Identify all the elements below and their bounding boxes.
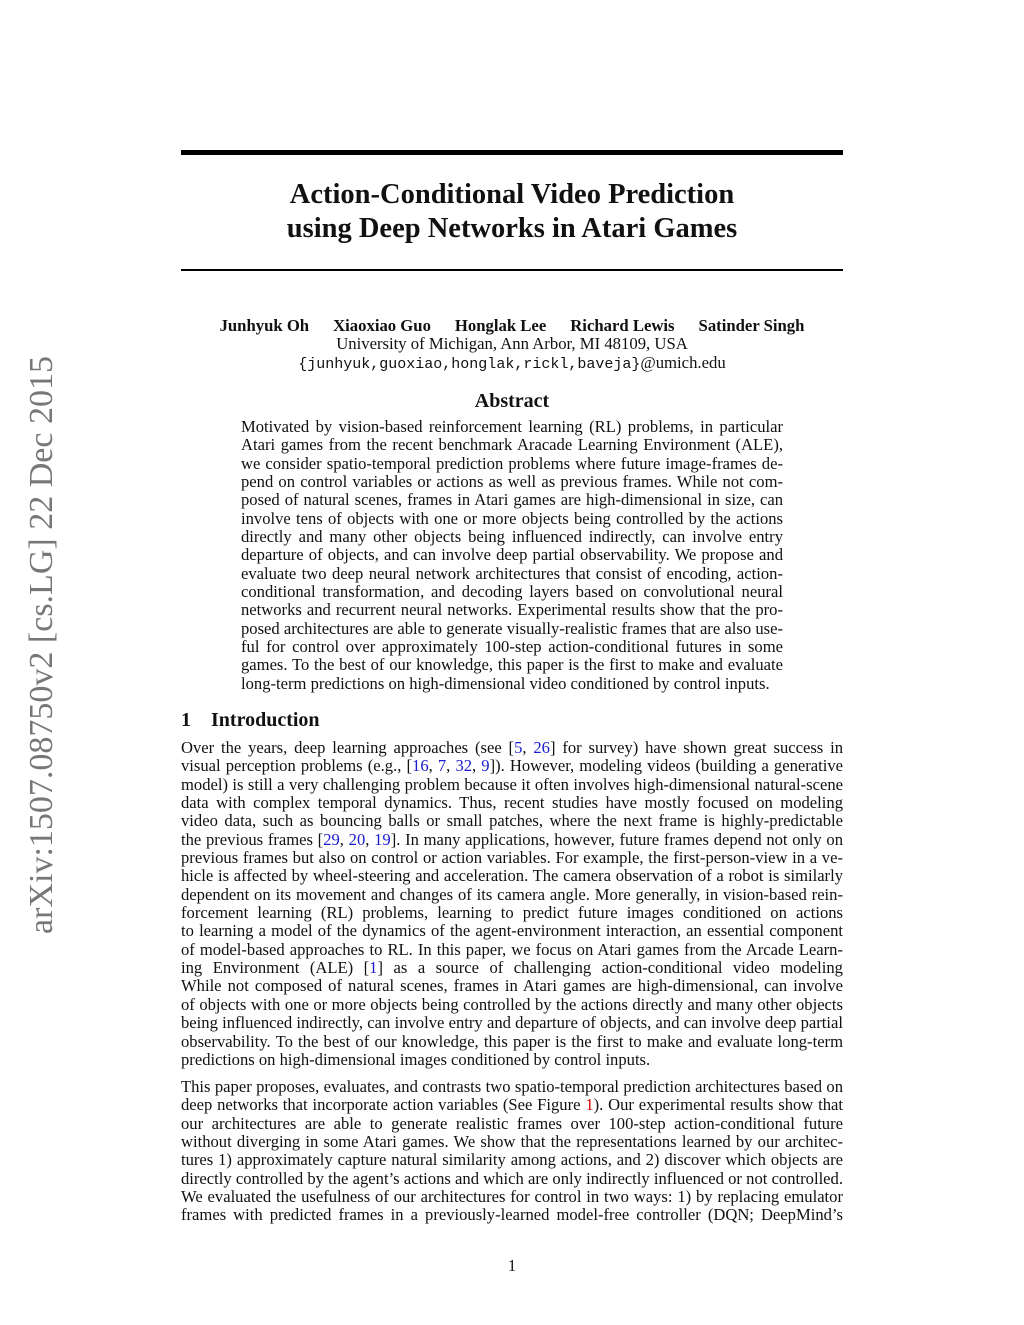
author: Junhyuk Oh [219,316,310,335]
section-heading [181,709,320,732]
figure-ref-link[interactable]: 1 [585,1096,594,1115]
text-line: video data, such as bouncing balls or small patches, where the next frame is highly-predictable [181,812,843,831]
title-top-rule [181,150,843,155]
page-number: 1 [507,1256,517,1275]
text-line: hicle is affected by wheel-steering and acceleration. The camera observation of a robot is similarly [181,867,843,886]
author-block [181,317,843,374]
author: Satinder Singh [698,316,805,335]
arxiv-stamp: arXiv:1507.08750v2 [cs.LG] 22 Dec 2015 [23,356,60,934]
text-line: conditional transformation, and decoding layers based on convolutional neural [241,583,783,602]
text-line: posed architectures are able to generate visually-realistic frames that are also use- [241,619,783,638]
text-line: of model-based approaches to RL. In this paper, we focus on Atari games from the Arcade Learn- [181,940,843,959]
citation-link[interactable]: 1 [369,959,378,978]
text-line: without diverging in some Atari games. We show that the representations learned by our architec- [181,1133,843,1152]
author: Xiaoxiao Guo [333,316,431,335]
text-line: departure of objects, and can involve deep partial observability. We propose and [241,546,783,565]
text-line: tures 1) approximately capture natural similarity among actions, and 2) discover which objects are [181,1151,843,1170]
text-line: directly and many other objects being influenced indirectly, can involve entry [241,528,783,547]
text-line: This paper proposes, evaluates, and contrasts two spatio-temporal prediction architectures based on [181,1078,843,1096]
author-names [181,317,843,335]
author: Richard Lewis [570,316,675,335]
citation-link[interactable]: 32 [455,757,473,776]
text-line: our architectures are able to generate realistic frames over 100-step action-conditional future [181,1114,843,1133]
email-domain: @umich.edu [640,352,726,372]
text-line: While not composed of natural scenes, frames in Atari games are high-dimensional, can involve [181,977,843,996]
text-line: model) is still a very challenging problem because it often involves high-dimensional natural-scene [181,775,843,794]
text-line: predictions on high-dimensional images conditioned by control inputs. [181,1050,651,1069]
abstract-heading: Abstract [474,390,550,412]
intro-paragraph-2 [181,1078,843,1225]
text-line: long-term predictions on high-dimensional video conditioned by control inputs. [241,674,770,693]
text-line: to learning a model of the dynamics of the agent-environment interaction, an essential component [181,922,843,941]
text-line: being influenced indirectly, can involve entry and departure of objects, and can involve deep partial [181,1014,843,1033]
text-line: previous frames but also on control or action variables. For example, the first-person-view in a ve- [181,849,843,868]
section-title: Introduction [211,709,320,731]
text-line: ful for control over approximately 100-step action-conditional futures in some [241,638,783,657]
email-users: {junhyuk,guoxiao,honglak,rickl,baveja} [298,355,641,373]
text-line: We evaluated the usefulness of our architectures for control in two ways: 1) by replacing emulator [181,1188,843,1207]
text-line: pend on control variables or actions as well as previous frames. While not com- [241,473,783,492]
text-line: directly controlled by the agent’s actions and which are only indirectly influenced or not controlled. [181,1169,843,1188]
text-line: ing Environment (ALE) [1] as a source of challenging action-conditional video modeling [181,959,843,978]
citation-link[interactable]: 5 [514,739,523,757]
section-number: 1 [181,709,191,731]
text-line: forcement learning (RL) problems, learning to predict future images conditioned on actions [181,904,843,923]
intro-paragraph-1 [181,739,843,1069]
text-line: the previous frames [29, 20, 19]. In many applications, however, future frames depend not only on [181,830,843,849]
citation-link[interactable]: 7 [437,757,447,776]
citation-link[interactable]: 19 [374,830,391,849]
text-line: games. To the best of our knowledge, this paper is the first to make and evaluate [241,656,783,675]
paper-title [181,178,843,246]
title-line: Action-Conditional Video Prediction [289,179,735,210]
affiliation: University of Michigan, Ann Arbor, MI 48109, USA [336,334,688,354]
text-line: Atari games from the recent benchmark Aracade Learning Environment (ALE), [241,436,783,455]
text-line: deep networks that incorporate action variables (See Figure 1). Our experimental results show that [181,1096,843,1115]
text-line: frames with predicted frames in a previously-learned model-free controller (DQN; DeepMind’s [181,1206,843,1225]
citation-link[interactable]: 20 [348,830,366,849]
author: Honglak Lee [454,316,547,335]
text-line: visual perception problems (e.g., [16, 7, 32, 9]). However, modeling videos (building a generative [181,757,843,776]
title-bottom-rule [181,269,843,271]
text-line: we consider spatio-temporal prediction problems where future image-frames de- [241,454,783,473]
text-line: Motivated by vision-based reinforcement learning (RL) problems, in particular [241,418,783,436]
emails [181,354,843,374]
title-line: using Deep Networks in Atari Games [286,213,738,244]
text-line: Over the years, deep learning approaches (see [5, 26] for survey) have shown great success in [181,739,843,757]
text-line: networks and recurrent neural networks. Experimental results show that the pro- [241,601,783,620]
citation-link[interactable]: 9 [481,757,490,776]
text-line: dependent on its movement and changes of its camera angle. More generally, in vision-based rein- [181,885,843,904]
citation-link[interactable]: 26 [533,739,550,757]
citation-link[interactable]: 16 [412,757,429,776]
text-line: data with complex temporal dynamics. Thus, recent studies have mostly focused on modeling [181,794,843,813]
citation-link[interactable]: 29 [323,830,340,849]
text-line: observability. To the best of our knowledge, this paper is the first to make and evaluate long-term [181,1032,843,1051]
text-line: of objects with one or more objects being controlled by the actions directly and many other objects [181,995,843,1014]
abstract-body [241,418,783,693]
text-line: involve tens of objects with one or more objects being controlled by the actions [241,509,783,528]
text-line: posed of natural scenes, frames in Atari games are high-dimensional in size, can [241,491,783,510]
text-line: evaluate two deep neural network architectures that consist of encoding, action- [241,564,783,583]
